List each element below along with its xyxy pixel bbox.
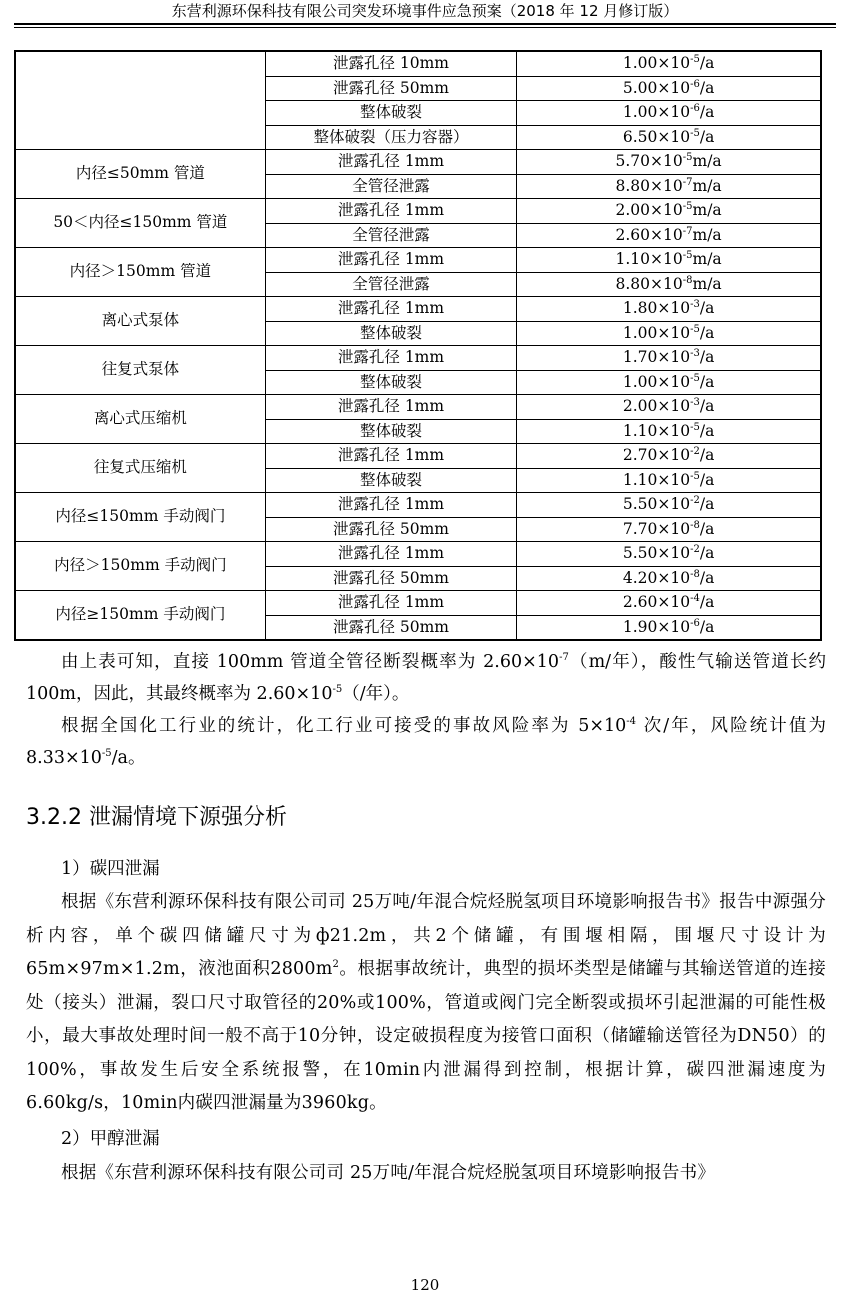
leak-type-cell: 整体破裂 xyxy=(265,468,516,493)
frequency-unit: /a xyxy=(699,617,715,636)
equipment-cell: 50＜内径≤150mm 管道 xyxy=(15,199,265,248)
frequency-base: 5.50×10 xyxy=(622,495,691,513)
table-row xyxy=(15,51,821,76)
frequency-base: 1.00×10 xyxy=(622,54,691,72)
frequency-exponent: -8 xyxy=(690,568,700,580)
frequency-base: 2.60×10 xyxy=(615,225,683,244)
frequency-base: 1.80×10 xyxy=(622,299,691,317)
frequency-unit: m/a xyxy=(692,274,722,293)
section-heading: 3.2.2 泄漏情境下源强分析 xyxy=(26,805,287,830)
frequency-unit: m/a xyxy=(692,225,722,244)
frequency-base: 5.70×10 xyxy=(615,152,683,170)
table-row xyxy=(15,395,821,420)
frequency-cell xyxy=(517,199,821,224)
frequency-cell xyxy=(517,272,821,297)
frequency-cell xyxy=(517,542,821,567)
leak-type-cell: 泄露孔径 1mm xyxy=(265,346,516,371)
frequency-unit: /a xyxy=(699,495,715,513)
section-body xyxy=(26,852,826,1190)
leak-type-cell: 泄露孔径 10mm xyxy=(265,51,516,76)
frequency-base: 1.10×10 xyxy=(622,470,691,489)
leak-type-cell: 整体破裂 xyxy=(265,419,516,444)
frequency-cell xyxy=(517,223,821,248)
leak-type-cell: 全管径泄露 xyxy=(265,272,516,297)
table-row xyxy=(15,248,821,273)
frequency-exponent: -5 xyxy=(682,200,693,212)
frequency-exponent: -8 xyxy=(682,274,693,286)
leak-type-cell: 泄露孔径 50mm xyxy=(265,566,516,591)
frequency-exponent: -5 xyxy=(682,249,693,261)
frequency-unit: /a xyxy=(699,78,715,97)
frequency-exponent: -2 xyxy=(690,445,700,457)
frequency-exponent: -2 xyxy=(690,494,700,506)
leak-type-cell: 全管径泄露 xyxy=(265,223,516,248)
frequency-base: 5.50×10 xyxy=(622,544,691,562)
frequency-exponent: -5 xyxy=(690,127,700,139)
equipment-cell: 内径＞150mm 手动阀门 xyxy=(15,542,265,591)
leak-type-cell: 泄露孔径 1mm xyxy=(265,493,516,518)
equipment-cell: 内径≤50mm 管道 xyxy=(15,150,265,199)
leak-type-cell: 泄露孔径 1mm xyxy=(265,444,516,469)
item1-title: 1）碳四泄漏 xyxy=(61,859,160,879)
frequency-cell xyxy=(517,248,821,273)
frequency-unit: m/a xyxy=(692,201,722,219)
frequency-exponent: -3 xyxy=(690,298,700,310)
frequency-cell xyxy=(517,370,821,395)
frequency-unit: /a xyxy=(699,446,715,464)
table-row xyxy=(15,542,821,567)
table-row xyxy=(15,493,821,518)
frequency-unit: /a xyxy=(699,470,715,489)
frequency-base: 8.80×10 xyxy=(615,274,683,293)
frequency-unit: /a xyxy=(699,519,715,538)
frequency-cell xyxy=(517,150,821,175)
frequency-cell xyxy=(517,395,821,420)
table-row xyxy=(15,150,821,175)
frequency-unit: m/a xyxy=(692,250,722,268)
frequency-base: 1.10×10 xyxy=(622,421,691,440)
frequency-cell xyxy=(517,517,821,542)
frequency-unit: /a xyxy=(699,544,715,562)
frequency-cell xyxy=(517,101,821,126)
frequency-base: 8.80×10 xyxy=(615,176,683,195)
frequency-unit: /a xyxy=(699,372,715,391)
header-title: 东营利源环保科技有限公司突发环境事件应急预案（2018 年 12 月修订版） xyxy=(171,2,679,20)
frequency-exponent: -5 xyxy=(690,421,700,433)
leak-type-cell: 整体破裂 xyxy=(265,101,516,126)
frequency-exponent: -6 xyxy=(690,102,700,114)
frequency-cell xyxy=(517,297,821,322)
leak-type-cell: 泄露孔径 1mm xyxy=(265,297,516,322)
frequency-base: 6.50×10 xyxy=(622,127,691,146)
leak-type-cell: 泄露孔径 50mm xyxy=(265,517,516,542)
leak-type-cell: 泄露孔径 1mm xyxy=(265,248,516,273)
frequency-cell xyxy=(517,321,821,346)
frequency-exponent: -2 xyxy=(690,543,700,555)
frequency-cell xyxy=(517,615,821,640)
frequency-cell xyxy=(517,174,821,199)
frequency-cell xyxy=(517,51,821,76)
frequency-base: 1.70×10 xyxy=(622,348,691,366)
table-row xyxy=(15,199,821,224)
equipment-cell: 往复式压缩机 xyxy=(15,444,265,493)
analysis-paragraphs xyxy=(26,646,826,774)
leak-type-cell: 泄露孔径 1mm xyxy=(265,150,516,175)
header-rule xyxy=(14,23,836,25)
frequency-unit: m/a xyxy=(692,152,722,170)
frequency-exponent: -5 xyxy=(690,470,700,482)
paragraph-pipe-probability: 由上表可知，直接 100mm 管道全管径断裂概率为 $2.60\times 10^{-7}(m/$年），酸性气输送管道长约 100m，因此，其最终概率为 $2.60\times 10^{-5}(/$年）。 xyxy=(26,652,826,704)
equipment-cell: 离心式压缩机 xyxy=(15,395,265,444)
frequency-exponent: -5 xyxy=(690,323,700,335)
frequency-cell xyxy=(517,493,821,518)
frequency-base: 2.00×10 xyxy=(622,397,691,415)
frequency-unit: m/a xyxy=(692,176,722,195)
leak-type-cell: 泄露孔径 50mm xyxy=(265,615,516,640)
frequency-unit: /a xyxy=(699,593,715,611)
frequency-unit: /a xyxy=(699,103,715,121)
frequency-exponent: -5 xyxy=(682,151,693,163)
table-row xyxy=(15,297,821,322)
equipment-cell xyxy=(15,51,265,150)
frequency-cell xyxy=(517,419,821,444)
leak-type-cell: 泄露孔径 1mm xyxy=(265,591,516,616)
frequency-base: 4.20×10 xyxy=(622,568,691,587)
equipment-cell: 内径≤150mm 手动阀门 xyxy=(15,493,265,542)
frequency-exponent: -3 xyxy=(690,396,700,408)
header-rule-thin xyxy=(14,27,836,28)
leak-type-cell: 整体破裂（压力容器） xyxy=(265,125,516,150)
item2-title: 2）甲醇泄漏 xyxy=(61,1128,160,1149)
equipment-cell: 内径≥150mm 手动阀门 xyxy=(15,591,265,641)
leak-type-cell: 全管径泄露 xyxy=(265,174,516,199)
frequency-exponent: -7 xyxy=(682,176,693,188)
item2-paragraph: 根据《东营利源环保科技有限公司司 25万吨/年混合烷烃脱氢项目环境影响报告书》 xyxy=(61,1162,716,1183)
frequency-base: 1.00×10 xyxy=(622,372,691,391)
frequency-unit: /a xyxy=(699,568,715,587)
leak-type-cell: 整体破裂 xyxy=(265,370,516,395)
frequency-cell xyxy=(517,346,821,371)
frequency-cell xyxy=(517,76,821,101)
frequency-cell xyxy=(517,591,821,616)
frequency-exponent: -5 xyxy=(690,372,700,384)
leak-type-cell: 泄露孔径 1mm xyxy=(265,199,516,224)
leak-type-cell: 泄露孔径 50mm xyxy=(265,76,516,101)
item1-paragraph: 根据《东营利源环保科技有限公司司 25万吨/年混合烷烃脱氢项目环境影响报告书》报告中源强分析内容，单个碳四储罐尺寸为ф21.2m，共2个储罐，有围堰相隔，围堰尺寸设计为65m×97m×1.2m，液池面积$2800m^2$。根据事故统计，典型的损坏类型是储罐与其输送管道的连接处（接头）泄漏，裂口尺寸取管径的20%或100%，管道或阀门完全断裂或损坏引起泄漏的可能性极小，最大事故处理时间一般不高于10分钟，设定破损程度为接管口面积（储罐输送管径为DN50）的100%，事故发生后安全系统报警，在10min内泄漏得到控制，根据计算，碳四泄漏速度为6.60kg/s，10min内碳四泄漏量为3960kg。 xyxy=(26,892,826,1113)
page-number: 120 xyxy=(410,1276,440,1294)
frequency-cell xyxy=(517,444,821,469)
equipment-cell: 往复式泵体 xyxy=(15,346,265,395)
frequency-exponent: -7 xyxy=(682,225,693,237)
equipment-cell: 离心式泵体 xyxy=(15,297,265,346)
table-row xyxy=(15,346,821,371)
failure-rate-table xyxy=(14,50,822,641)
frequency-unit: /a xyxy=(699,348,715,366)
leak-type-cell: 泄露孔径 1mm xyxy=(265,542,516,567)
frequency-base: 2.60×10 xyxy=(622,593,691,611)
frequency-unit: /a xyxy=(699,299,715,317)
frequency-base: 1.10×10 xyxy=(615,250,683,268)
paragraph-risk-rate: 根据全国化工行业的统计，化工行业可接受的事故风险率为 $5\times 10^{-4}$ 次/年，风险统计值为 $8.33\times 10^{-5}/a$。 xyxy=(26,716,826,768)
frequency-exponent: -3 xyxy=(690,347,700,359)
frequency-unit: /a xyxy=(699,323,715,342)
frequency-base: 1.00×10 xyxy=(622,103,691,121)
frequency-cell xyxy=(517,125,821,150)
frequency-unit: /a xyxy=(699,421,715,440)
frequency-exponent: -8 xyxy=(690,519,700,531)
frequency-exponent: -6 xyxy=(690,78,700,90)
frequency-unit: /a xyxy=(699,397,715,415)
frequency-base: 2.70×10 xyxy=(622,446,691,464)
frequency-base: 5.00×10 xyxy=(622,78,691,97)
frequency-base: 2.00×10 xyxy=(615,201,683,219)
frequency-base: 1.00×10 xyxy=(622,323,691,342)
leak-type-cell: 泄露孔径 1mm xyxy=(265,395,516,420)
frequency-base: 7.70×10 xyxy=(622,519,691,538)
frequency-base: 1.90×10 xyxy=(622,617,691,636)
frequency-exponent: -6 xyxy=(690,617,700,629)
frequency-exponent: -5 xyxy=(690,53,700,65)
table-row xyxy=(15,444,821,469)
leak-type-cell: 整体破裂 xyxy=(265,321,516,346)
frequency-unit: /a xyxy=(699,127,715,146)
frequency-cell xyxy=(517,566,821,591)
frequency-unit: /a xyxy=(699,54,715,72)
equipment-cell: 内径＞150mm 管道 xyxy=(15,248,265,297)
frequency-cell xyxy=(517,468,821,493)
frequency-exponent: -4 xyxy=(690,592,700,604)
table-row xyxy=(15,591,821,616)
